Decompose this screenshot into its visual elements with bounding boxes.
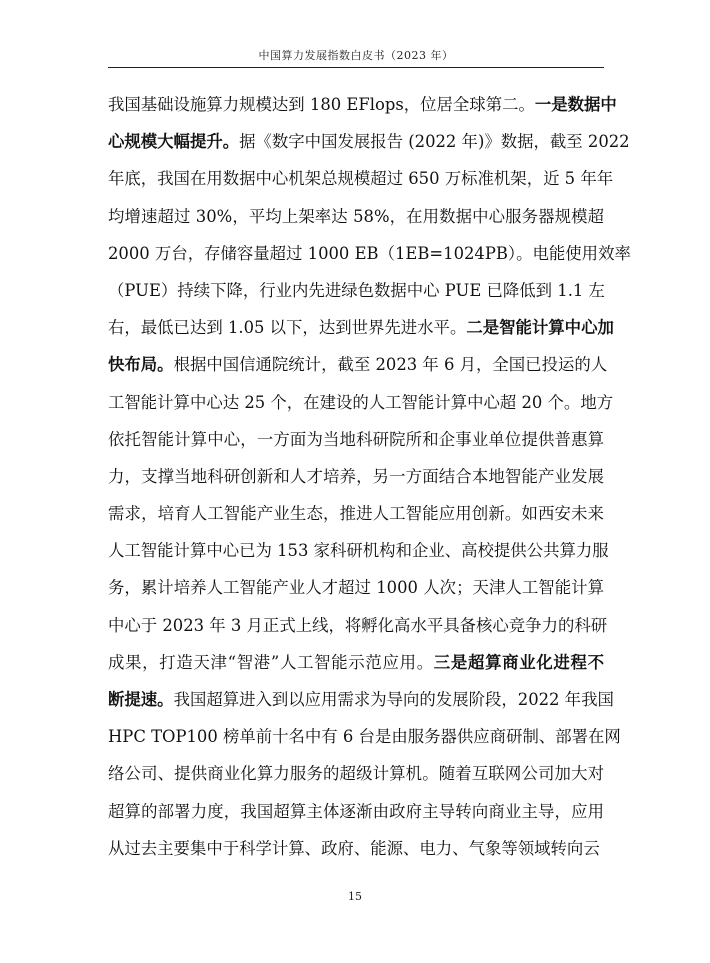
text-line bbox=[108, 384, 614, 421]
text-line bbox=[108, 532, 609, 569]
bold-heading-text: 三是超算商业化进程不 bbox=[433, 652, 605, 672]
page-number: 15 bbox=[348, 890, 362, 903]
body-text-run: 需求，培育人工智能产业生态，推进人工智能应用创新。如西安未来 bbox=[108, 504, 604, 524]
body-text-run: 依托智能计算中心，一方面为当地科研院所和企事业单位提供普惠算 bbox=[108, 429, 604, 449]
text-line bbox=[108, 123, 630, 160]
text-line bbox=[108, 160, 614, 197]
body-text-run: （PUE）持续下降，行业内先进绿色数据中心 PUE 已降低到 1.1 左 bbox=[108, 280, 605, 300]
text-line bbox=[108, 86, 617, 123]
text-line bbox=[108, 272, 604, 309]
body-text-run: 务，累计培养人工智能产业人才超过 1000 人次；天津人工智能计算 bbox=[108, 578, 604, 598]
bold-heading-text: 心规模大幅提升。 bbox=[108, 132, 240, 152]
body-text-run: 据《数字中国发展报告 (2022 年)》数据，截至 2022 bbox=[239, 132, 630, 152]
text-line bbox=[108, 458, 604, 495]
bold-heading-text: 二是智能计算中心加 bbox=[466, 318, 614, 338]
body-text-run: 工智能计算中心达 25 个，在建设的人工智能计算中心超 20 个。地方 bbox=[108, 392, 614, 412]
text-line bbox=[108, 718, 621, 755]
bold-heading-text: 断提速。 bbox=[108, 690, 174, 709]
body-text-run: HPC TOP100 榜单前十名中有 6 台是由服务器供应商研制、部署在网 bbox=[108, 727, 621, 747]
body-text-run: 超算的部署力度，我国超算主体逐渐由政府主导转向商业主导，应用 bbox=[108, 801, 604, 821]
text-line bbox=[108, 495, 604, 532]
body-text-run: 2000 万台，存储容量超过 1000 EB（1EB=1024PB）。电能使用效率 bbox=[108, 243, 631, 263]
body-text-run: 络公司、提供商业化算力服务的超级计算机。随着互联网公司加大对 bbox=[108, 764, 604, 784]
body-text-run: 力，支撑当地科研创新和人才培养，另一方面结合本地智能产业发展 bbox=[108, 466, 604, 486]
text-line bbox=[108, 644, 604, 681]
body-paragraph bbox=[108, 86, 631, 867]
body-text-run: 成果，打造天津“智港”人工智能示范应用。 bbox=[108, 652, 434, 672]
body-text-run: 年底，我国在用数据中心机架总规模超过 650 万标准机架，近 5 年年 bbox=[108, 169, 614, 189]
bold-heading-text: 快布局。 bbox=[108, 355, 174, 375]
body-text-run: 根据中国信通院统计，截至 2023 年 6 月，全国已投运的人 bbox=[173, 355, 608, 375]
text-line bbox=[108, 421, 604, 458]
text-line bbox=[108, 607, 608, 644]
header-divider bbox=[108, 67, 604, 68]
body-text-run: 我国基础设施算力规模达到 180 EFlops，位居全球第二。 bbox=[108, 95, 535, 114]
text-line bbox=[108, 830, 604, 867]
text-line bbox=[108, 346, 608, 383]
text-line bbox=[108, 793, 604, 830]
running-header: 中国算力发展指数白皮书（2023 年） bbox=[258, 49, 454, 62]
body-text-run: 均增速超过 30%，平均上架率达 58%，在用数据中心服务器规模超 bbox=[108, 206, 604, 226]
text-line bbox=[108, 309, 614, 346]
text-line bbox=[108, 681, 614, 718]
text-line bbox=[108, 198, 604, 235]
text-line bbox=[108, 755, 604, 792]
text-line bbox=[108, 569, 604, 606]
text-line bbox=[108, 235, 631, 272]
body-text-run: 人工智能计算中心已为 153 家科研机构和企业、高校提供公共算力服 bbox=[108, 541, 609, 561]
body-text-run: 右，最低已达到 1.05 以下，达到世界先进水平。 bbox=[108, 318, 467, 338]
body-text-run: 我国超算进入到以应用需求为导向的发展阶段，2022 年我国 bbox=[173, 690, 614, 709]
body-text-run: 中心于 2023 年 3 月正式上线，将孵化高水平具备核心竞争力的科研 bbox=[108, 615, 608, 635]
body-text-run: 从过去主要集中于科学计算、政府、能源、电力、气象等领域转向云 bbox=[108, 838, 600, 858]
bold-heading-text: 一是数据中 bbox=[534, 95, 617, 114]
